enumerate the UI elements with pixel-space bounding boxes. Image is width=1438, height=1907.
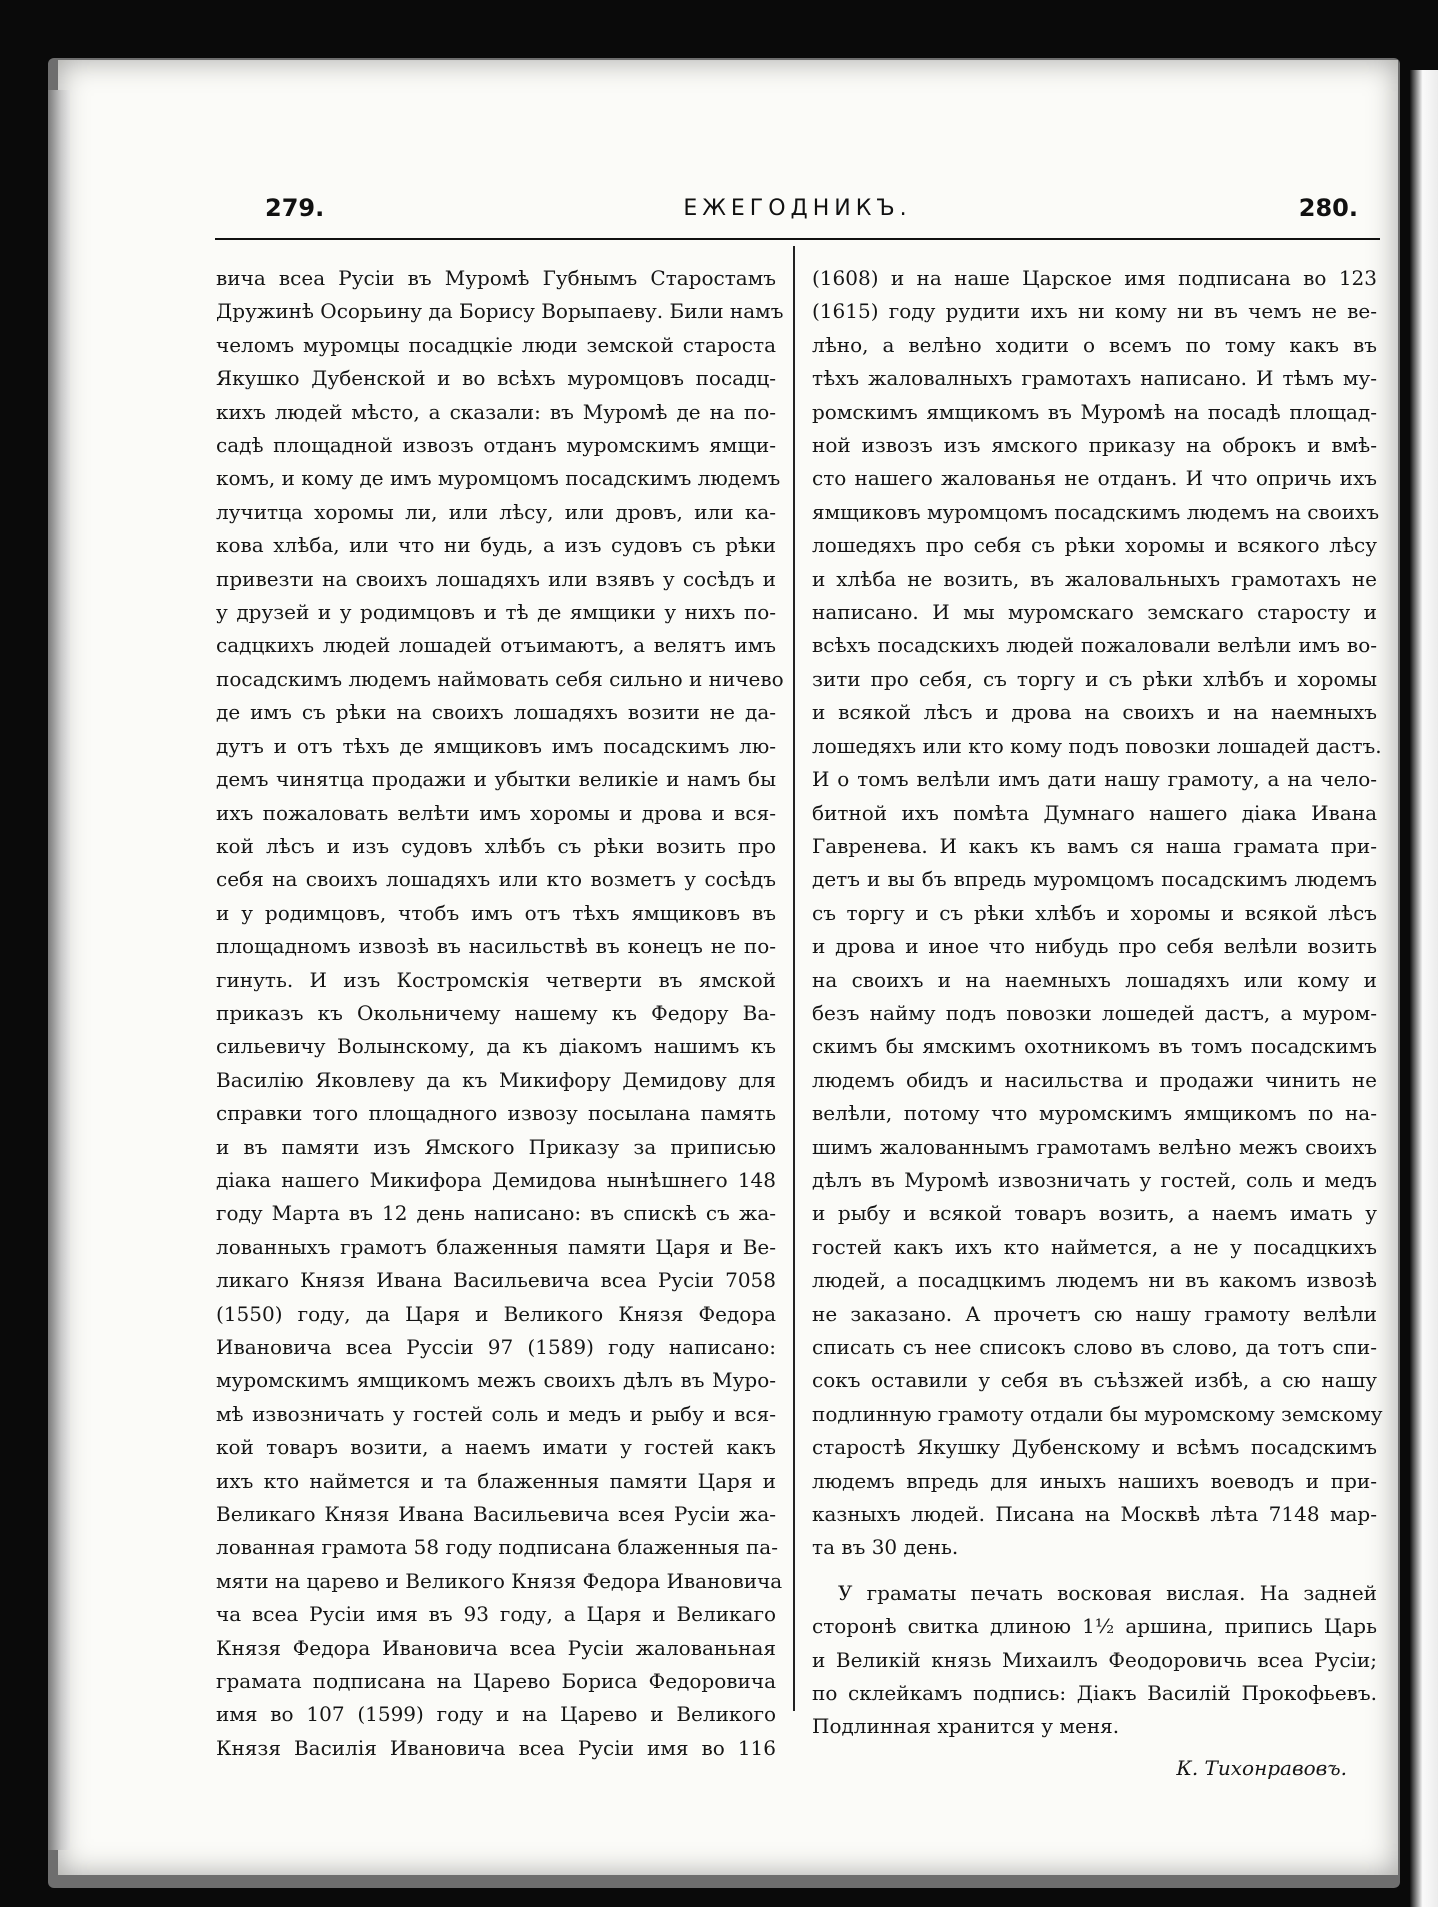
text-line: подлинную грамоту отдали бы муромскому земскому: [812, 1401, 1383, 1426]
text-line: лошедяхъ или кто кому подъ повозки лошадей дастъ.: [812, 733, 1382, 758]
text-line: де имъ съ рѣки на своихъ лошадяхъ возити не да-: [216, 700, 776, 725]
text-line: Князя Федора Ивановича всеа Русіи жалованьная: [216, 1635, 776, 1660]
text-line: дутъ и отъ тѣхъ де ямщиковъ имъ посадскимъ лю-: [216, 733, 776, 758]
text-line: старостѣ Якушку Дубенскому и всѣмъ посадскимъ: [812, 1435, 1377, 1460]
text-line: имя во 107 (1599) году и на Царево и Великого: [216, 1702, 776, 1727]
text-line: и у родимцовъ, чтобъ имъ отъ тѣхъ ямщиковъ въ: [216, 900, 776, 925]
text-line: Великаго Князя Ивана Васильевича всея Русіи жа-: [216, 1502, 776, 1527]
text-line: сокъ оставили у себя въ съѣзжей избѣ, а сю нашу: [812, 1368, 1377, 1393]
text-line: Ивановича всеа Руссіи 97 (1589) году написано:: [216, 1335, 776, 1359]
page-number-left: 279.: [265, 194, 325, 222]
text-line: не заказано. А прочетъ сю нашу грамоту велѣли: [812, 1301, 1377, 1326]
text-line: лованныхъ грамотъ блаженныя памяти Царя и Ве-: [216, 1234, 776, 1259]
text-line: лучитца хоромы ли, или лѣсу, или дровъ, или ка-: [216, 499, 776, 524]
text-line: кихъ людей мѣсто, а сказали: въ Муромѣ де на по-: [216, 399, 776, 424]
text-line: съ торгу и съ рѣки хлѣбъ и хоромы и всякой лѣсъ: [812, 900, 1377, 925]
text-line: ромскимъ ямщикомъ въ Муромѣ на посадѣ площад-: [812, 399, 1377, 424]
text-line: гинуть. И изъ Костромскія четверти въ ямской: [216, 967, 776, 992]
next-page-edge: [1410, 70, 1438, 1907]
text-line: мяти на царево и Великого Князя Федора Ивановича: [216, 1568, 783, 1593]
column-divider: [793, 246, 795, 1711]
text-line: Якушко Дубенской и во всѣхъ муромцовъ посадц-: [216, 366, 776, 391]
text-line: и дрова и иное что нибудь про себя велѣли возить: [812, 934, 1377, 959]
paragraph-gap: [812, 1565, 1377, 1577]
text-line: ихъ кто наймется и та блаженныя памяти Царя и: [216, 1468, 776, 1493]
text-line: детъ и вы бъ впредь муромцомъ посадскимъ людемъ: [812, 867, 1377, 892]
text-line: муромскимъ ямщикомъ межъ своихъ дѣлъ въ Муро-: [216, 1368, 776, 1393]
text-line: по склейкамъ подпись: Діакъ Василій Прокофьевъ.: [812, 1681, 1377, 1706]
running-header: [215, 190, 1380, 240]
text-line: садцкихъ людей лошадей отъимаютъ, а велятъ имъ: [216, 633, 776, 658]
text-line: и хлѣба не возить, въ жаловальныхъ грамотахъ не: [812, 566, 1377, 591]
text-line: приказъ къ Окольничему нашему къ Федору Ва-: [216, 1000, 776, 1025]
text-line: вича всеа Русіи въ Муромѣ Губнымъ Старостамъ: [216, 266, 776, 290]
text-line: ной извозъ изъ ямского приказу на оброкъ и вмѣ-: [812, 433, 1377, 458]
text-line: зити про себя, съ торгу и съ рѣки хлѣбъ и хоромы: [812, 666, 1377, 691]
text-line: списать съ нее списокъ слово въ слово, да тотъ спи-: [812, 1335, 1377, 1359]
text-line: У граматы печать восковая вислая. На задней: [838, 1580, 1377, 1605]
text-line: и Великій князь Михаилъ Феодоровичь всеа Русіи;: [812, 1647, 1377, 1672]
text-line: та въ 30 день.: [812, 1535, 959, 1560]
page-edge: [48, 90, 70, 1850]
text-line: всѣхъ посадскихъ людей пожаловали велѣли имъ во-: [812, 633, 1377, 658]
text-line: ихъ пожаловать велѣти имъ хоромы и дрова и вся-: [216, 800, 776, 825]
text-line: велѣли, потому что муромскимъ ямщикомъ по на-: [812, 1101, 1377, 1126]
text-line: И о томъ велѣли имъ дати нашу грамоту, а на чело-: [812, 767, 1377, 792]
text-line: безъ найму подъ повозки лошедей дастъ, а муром-: [812, 1000, 1377, 1025]
text-line: на своихъ и на наемныхъ лошадяхъ или кому и: [812, 967, 1377, 992]
text-line: садѣ площадной извозъ отданъ муромскимъ ямщи-: [216, 433, 776, 458]
text-line: гостей какъ ихъ кто наймется, а не у посадцкихъ: [812, 1234, 1377, 1259]
text-line: Подлинная хранится у меня.: [812, 1714, 1120, 1739]
text-line: и всякой лѣсъ и дрова на своихъ и на наемныхъ: [812, 700, 1377, 725]
text-line: челомъ муромцы посадцкіе люди земской староста: [216, 332, 776, 357]
text-line: лѣно, а велѣно ходити о всемъ по тому какъ въ: [812, 332, 1377, 357]
text-line: написано. И мы муромскаго земскаго старосту и: [812, 600, 1377, 625]
text-line: лованная грамота 58 году подписана блаженныя па-: [216, 1535, 778, 1560]
text-line: площадномъ извозѣ въ насильствѣ въ конецъ не по-: [216, 934, 776, 959]
text-line: (1550) году, да Царя и Великого Князя Федора: [216, 1301, 776, 1326]
text-line: Гавренева. И какъ къ вамъ ся наша грамата при-: [812, 833, 1377, 858]
text-line: ча всеа Русіи имя въ 93 году, а Царя и Великаго: [216, 1602, 776, 1627]
text-line: демъ чинятца продажи и убытки великіе и намъ бы: [216, 767, 776, 792]
text-line: ямщиковъ муромцомъ посадскимъ людемъ на своихъ: [812, 499, 1380, 524]
text-line: сильевичу Волынскому, да къ діакомъ нашимъ къ: [216, 1034, 776, 1059]
text-line: Князя Василія Ивановича всеа Русіи имя во 116: [216, 1735, 776, 1760]
text-line: кой товаръ возити, а наемъ имати у гостей какъ: [216, 1435, 776, 1460]
page-number-right: 280.: [1298, 194, 1358, 222]
text-line: сто нашего жалованья не отданъ. И что опричь ихъ: [812, 466, 1377, 491]
text-line: ликаго Князя Ивана Васильевича всеа Русіи 7058: [216, 1268, 776, 1293]
text-line: и рыбу и всякой товаръ возить, а наемъ имать у: [812, 1201, 1377, 1226]
text-line: людемъ впредь для иныхъ нашихъ воеводъ и при-: [812, 1468, 1377, 1493]
text-line: (1608) и на наше Царское имя подписана во 123: [812, 266, 1377, 290]
left-column: [216, 262, 784, 1765]
text-line: людемъ обидъ и насильства и продажи чинить не: [812, 1067, 1377, 1092]
text-line: лошедяхъ про себя съ рѣки хоромы и всякого лѣсу: [812, 533, 1377, 558]
text-line: битной ихъ помѣта Думнаго нашего діака Ивана: [812, 800, 1377, 825]
text-line: посадскимъ людемъ наймовать себя сильно и ничево: [216, 666, 784, 691]
text-line: казныхъ людей. Писана на Москвѣ лѣта 7148 мар-: [812, 1502, 1377, 1527]
text-line: привезти на своихъ лошадяхъ или взявъ у сосѣдъ и: [216, 566, 776, 591]
text-line: тѣхъ жаловалныхъ грамотахъ написано. И тѣмъ му-: [812, 366, 1377, 391]
text-line: скимъ бы ямскимъ охотникомъ въ томъ посадскимъ: [812, 1034, 1377, 1059]
text-line: діака нашего Микифора Демидова нынѣшнего 148: [216, 1167, 776, 1192]
text-line: сторонѣ свитка длиною 1½ аршина, припись Царь: [812, 1614, 1377, 1639]
text-line: кова хлѣба, или что ни будь, а изъ судовъ съ рѣки: [216, 533, 776, 558]
text-line: (1615) году рудити ихъ ни кому ни въ чемъ не ве-: [812, 299, 1377, 324]
text-line: комъ, и кому де имъ муромцомъ посадскимъ людемъ: [216, 466, 781, 491]
text-line: году Марта въ 12 день написано: въ спискѣ съ жа-: [216, 1201, 776, 1226]
text-line: Дружинѣ Осорьину да Борису Ворыпаеву. Били намъ: [216, 299, 784, 324]
text-line: себя на своихъ лошадяхъ или кто возметъ у сосѣдъ: [216, 867, 776, 892]
text-line: мѣ извозничать у гостей соль и медъ и рыбу и вся-: [216, 1401, 776, 1426]
text-line: людей, а посадцкимъ людемъ ни въ какомъ извозѣ: [812, 1268, 1377, 1293]
text-line: у друзей и у родимцовъ и тѣ де ямщики у нихъ по-: [216, 600, 776, 625]
text-line: и въ памяти изъ Ямского Приказу за приписью: [216, 1134, 776, 1159]
text-line: шимъ жалованнымъ грамотамъ велѣно межъ своихъ: [812, 1134, 1377, 1159]
text-line: грамата подписана на Царево Бориса Федоровича: [216, 1669, 776, 1694]
journal-title: ЕЖЕГОДНИКЪ.: [683, 196, 912, 221]
text-line: кой лѣсъ и изъ судовъ хлѣбъ съ рѣки возить про: [216, 833, 776, 858]
author-signature: К. Тихонравовъ.: [1176, 1755, 1347, 1780]
right-column: [812, 262, 1383, 1785]
text-line: дѣлъ въ Муромѣ извозничать у гостей, соль и медъ: [812, 1167, 1377, 1192]
text-line: Василію Яковлеву да къ Микифору Демидову для: [216, 1067, 776, 1092]
text-line: справки того площадного извозу посылана память: [216, 1101, 776, 1126]
